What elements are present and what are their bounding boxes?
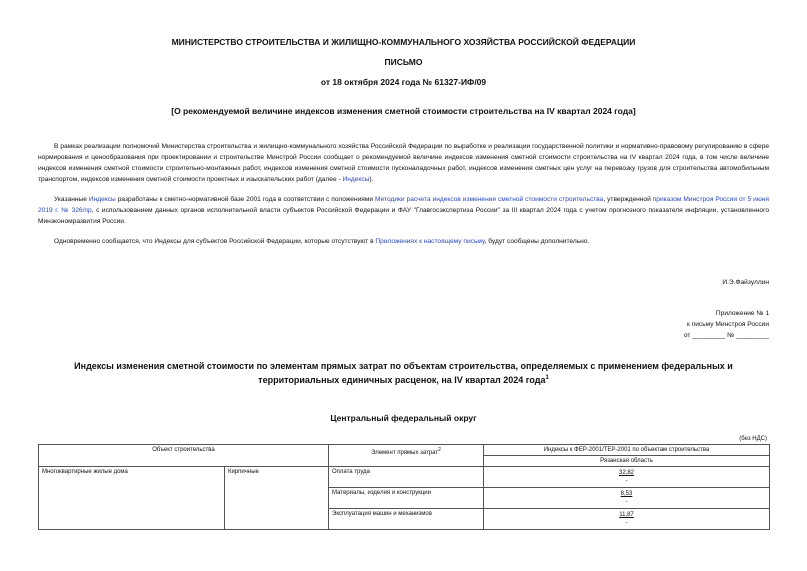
header-element: Элемент прямых затрат$^2$ — [329, 445, 484, 467]
cell-element: Оплата труда — [329, 467, 484, 488]
header-object: Объект строительства — [39, 445, 329, 467]
appendix-line-1: Приложение № 1 — [715, 310, 769, 317]
p3-text-2: , будут сообщены дополнительно. — [484, 238, 590, 245]
table-title-text: Индексы изменения сметной стоимости по элементам прямых затрат по объектам строительства, определяемых с применением федеральных и территориальных единичных расценок, на IV квартал 2024 года — [74, 361, 733, 385]
paragraph-1 — [38, 141, 769, 185]
table-row — [39, 467, 770, 488]
paragraph-2 — [38, 194, 769, 227]
paragraph-3 — [38, 236, 769, 247]
p1-text-2: ). — [369, 176, 374, 183]
ministry-heading: МИНИСТЕРСТВО СТРОИТЕЛЬСТВА И ЖИЛИЩНО-КОММУНАЛЬНОГО ХОЗЯЙСТВА РОССИЙСКОЙ ФЕДЕРАЦИИ — [171, 37, 636, 47]
p2-text-2: разработаны к сметно-нормативной базе 2001 года в соответствии с положениями — [115, 196, 376, 203]
table-header-row — [39, 445, 770, 456]
link-indexes[interactable]: Индексы — [342, 176, 370, 183]
index-table — [38, 444, 770, 530]
appendix-line-2: к письму Минстроя России — [686, 321, 769, 328]
doc-date-number: от 18 октября 2024 года № 61327-ИФ/09 — [320, 77, 487, 87]
cell-value: 11,87 - — [484, 509, 770, 530]
doc-subject: [О рекомендуемой величине индексов изменения сметной стоимости строительства на IV квартал 2024 года] — [171, 106, 636, 116]
header-region: Рязанская область — [484, 456, 770, 467]
cell-value: 8,53 - — [484, 488, 770, 509]
p3-text-1: Одновременно сообщается, что Индексы для субъектов Российской Федерации, которые отсутствуют в — [54, 238, 376, 245]
p2-text-1: Указанные — [54, 196, 89, 203]
cell-value: 32,82 - — [484, 467, 770, 488]
p2-text-3: , утвержденной — [603, 196, 653, 203]
link-order[interactable]: приказом Минстроя России от 5 июня 2019 г. № 326/пр — [38, 196, 769, 214]
link-indexes[interactable]: Индексы — [88, 196, 116, 203]
p2-text-4: , с использованием данных органов исполнительной власти субъектов Российской Федерации и ФАУ "Главгосэкспертиза России" за III квартал 2024 года с учетом прогнозного показателя инфляции, установленного Минэкономразвития России. — [38, 207, 770, 225]
signature: И.Э.Файзуллин — [722, 279, 769, 286]
link-methodology[interactable]: Методики расчета индексов изменения сметной стоимости строительства — [375, 196, 604, 203]
doc-type: ПИСЬМО — [384, 57, 423, 67]
cell-subtype: Кирпичные — [225, 467, 329, 530]
cell-element: Материалы, изделия и конструкции — [329, 488, 484, 509]
footnote-mark: 1 — [545, 375, 549, 381]
cell-element: Эксплуатация машин и механизмов — [329, 509, 484, 530]
link-appendices[interactable]: Приложениях к настоящему письму — [375, 238, 485, 245]
region-heading: Центральный федеральный округ — [330, 413, 477, 423]
vat-note: (без НДС) — [739, 436, 767, 442]
table-title — [38, 360, 769, 386]
header-index: Индексы к ФЕР-2001/ТЕР-2001 по объектам строительства — [484, 445, 770, 456]
appendix-line-3: от _________ № _________ — [683, 332, 769, 339]
p1-text-1: В рамках реализации полномочий Министерства строительства и жилищно-коммунального хозяйства Российской Федерации по выработке и реализации государственной политики и нормативно-правовому регулированию в сфере нормирования и ценообразования при проектировании и строительстве Минстрой России сообщает о рекомендуемой величине индексов изменения сметной стоимости строительства на IV квартал 2024 года, в том числе величине индексов изменения сметной стоимости строительно-монтажных работ, индексов изменения сметной стоимости пусконаладочных работ, индексов изменения сметных цен услуг на перевозку грузов для строительства автомобильным транспортом, индексов изменения сметной стоимости проектных и изыскательских работ (далее - — [38, 143, 769, 183]
cell-object: Многоквартирные жилые дома — [39, 467, 225, 530]
